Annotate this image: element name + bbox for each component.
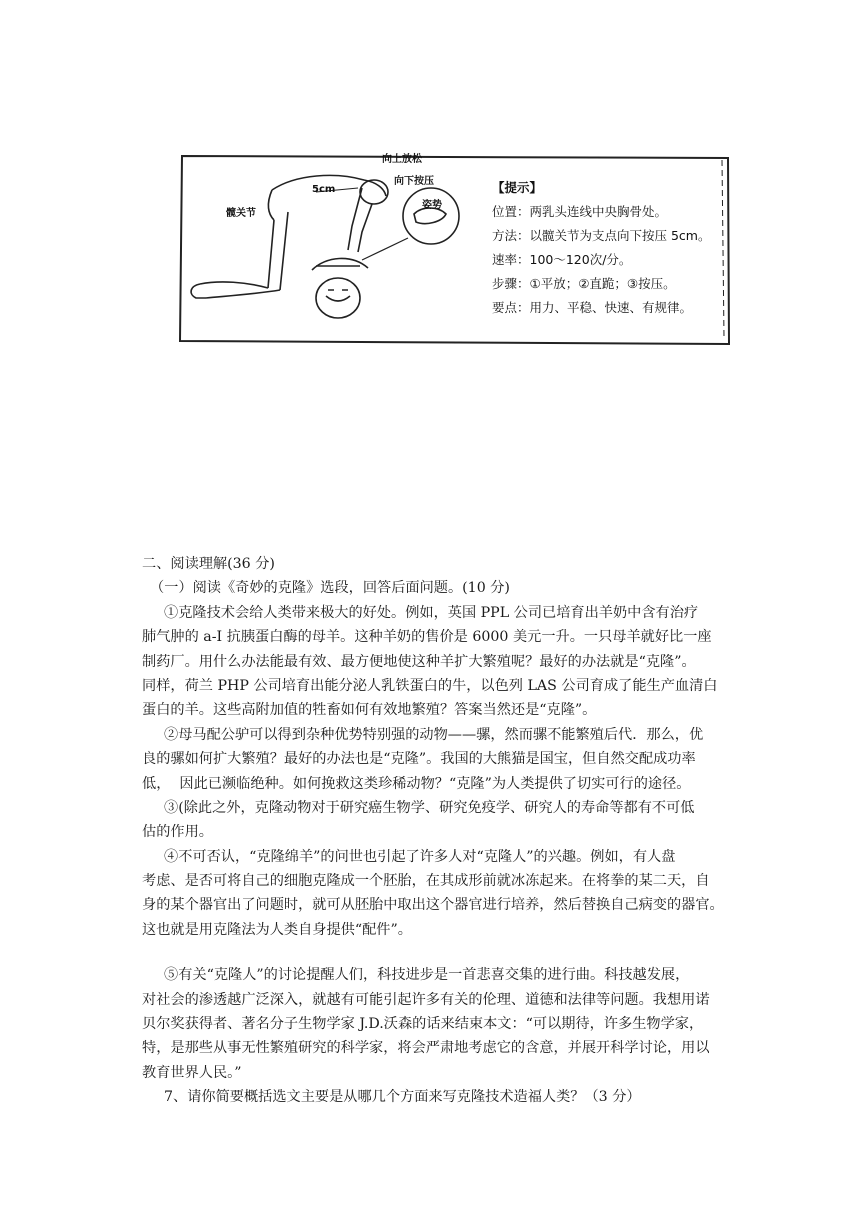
label-depth: 5cm xyxy=(312,184,336,195)
paragraph-5 xyxy=(142,963,718,1085)
label-down-press: 向下按压 xyxy=(394,176,434,187)
section-subheading: （一）阅读《奇妙的克隆》选段，回答后面问题。(10 分) xyxy=(150,580,510,597)
paragraph-line: 教育世界人民。” xyxy=(142,1064,242,1081)
paragraph-line: ④不可否认，“克隆绵羊”的问世也引起了许多人对“克隆人”的兴趣。例如，有人盘 xyxy=(164,848,676,865)
hint-line: 步骤：①平放；②直跪；③按压。 xyxy=(492,276,676,291)
illustration-border xyxy=(180,156,729,344)
hint-line: 方法：以髋关节为支点向下按压 5cm。 xyxy=(492,228,711,243)
paragraph-line: 蛋白的羊。这些高附加值的牲畜如何有效地繁殖？答案当然还是“克隆”。 xyxy=(142,702,597,719)
paragraph-line: ⑤有关“克隆人”的讨论提醒人们，科技进步是一首悲喜交集的进行曲。科技越发展， xyxy=(164,967,690,984)
paragraph-line: 良的骡如何扩大繁殖？最好的办法也是“克隆”。我国的大熊猫是国宝，但自然交配成功率 xyxy=(142,751,696,768)
paragraph-line: 贝尔奖获得者、著名分子生物学家 J.D.沃森的话来结束本文：“可以期待，许多生物学家， xyxy=(142,1016,704,1033)
section-heading: 二、阅读理解(36 分) xyxy=(142,556,275,572)
paragraph-1 xyxy=(142,601,718,723)
label-up-relax: 向上放松 xyxy=(382,154,422,165)
paragraph-2 xyxy=(142,723,718,796)
paragraph-line: 身的某个器官出了问题时，就可从胚胎中取出这个器官进行培养，然后替换自己病变的器官。 xyxy=(142,897,724,914)
question-7: 7、请你简要概括选文主要是从哪几个方面来写克隆技术造福人类？（3 分） xyxy=(164,1089,641,1106)
paragraph-3 xyxy=(142,796,718,845)
posture-inset xyxy=(362,188,459,260)
paragraph-4 xyxy=(142,845,724,943)
hint-line: 速率：100～120次/分。 xyxy=(492,252,632,267)
patient-figure xyxy=(312,258,368,318)
hint-title: 【提示】 xyxy=(492,180,543,195)
paragraph-line: 这也就是用克隆法为人类自身提供“配件”。 xyxy=(142,921,412,938)
paragraph-line: ①克隆技术会给人类带来极大的好处。例如，英国 PPL 公司已培育出羊奶中含有治疗 xyxy=(164,604,699,621)
label-posture: 姿势 xyxy=(422,200,442,211)
paragraph-line: 同样，荷兰 PHP 公司培育出能分泌人乳铁蛋白的牛，以色列 LAS 公司育成了能生产血清白 xyxy=(142,677,718,694)
paragraph-line: 对社会的渗透越广泛深入，就越有可能引起许多有关的伦理、道德和法律等问题。我想用诺 xyxy=(142,991,710,1008)
paragraph-line: 制药厂。用什么办法能最有效、最方便地使这种羊扩大繁殖呢？最好的办法就是“克隆”。 xyxy=(142,653,696,670)
paragraph-line: ②母马配公驴可以得到杂种优势特别强的动物——骡，然而骡不能繁殖后代．那么，优 xyxy=(164,726,704,743)
paragraph-line: 估的作用。 xyxy=(142,824,213,841)
paragraph-line: ③(除此之外，克隆动物对于研究癌生物学、研究免疫学、研究人的寿命等都有不可低 xyxy=(164,799,695,816)
paragraph-line: 特，是那些从事无性繁殖研究的科学家，将会严肃地考虑它的含意，并展开科学讨论，用以 xyxy=(142,1040,710,1057)
cpr-illustration xyxy=(176,148,732,354)
paragraph-line: 考虑、是否可将自己的细胞克隆成一个胚胎，在其成形前就冰冻起来。在将拳的某二天，自 xyxy=(142,873,710,890)
rescuer-figure xyxy=(191,175,388,298)
hint-line: 要点：用力、平稳、快速、有规律。 xyxy=(492,300,693,315)
label-hip-joint: 髋关节 xyxy=(226,208,256,219)
paragraph-line: 肺气肿的 a-I 抗胰蛋白酶的母羊。这种羊奶的售价是 6000 美元一升。一只母羊就好比一座 xyxy=(142,629,712,646)
reading-section xyxy=(142,552,724,1110)
hint-box xyxy=(492,180,710,315)
hint-line: 位置：两乳头连线中央胸骨处。 xyxy=(492,204,668,219)
paragraph-line: 低， 因此已濒临绝种。如何挽救这类珍稀动物？“克隆”为人类提供了切实可行的途径。 xyxy=(142,775,691,792)
